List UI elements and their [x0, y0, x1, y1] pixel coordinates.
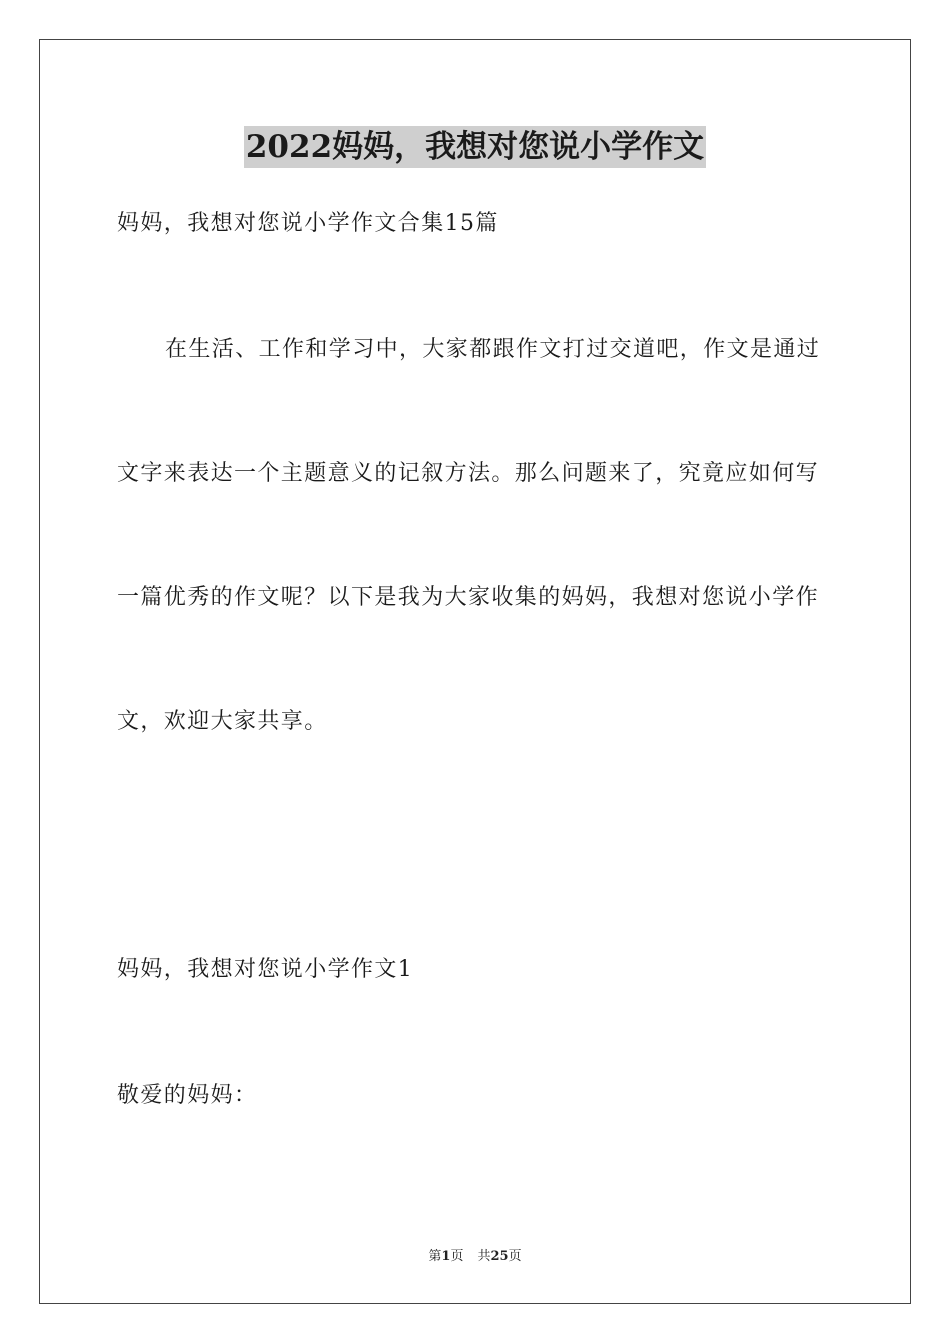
footer-page-prefix: 第 [428, 1249, 442, 1264]
footer-total-pages: 25 [490, 1249, 509, 1264]
salutation: 敬爱的妈妈： [117, 1083, 258, 1108]
intro-line-2: 文字来表达一个主题意义的记叙方法。那么问题来了，究竟应如何写 [117, 461, 820, 486]
intro-line-4: 文，欢迎大家共享。 [117, 709, 328, 734]
footer-page-number: 1 [441, 1249, 451, 1264]
document-title: 2022妈妈，我想对您说小学作文 [244, 126, 706, 168]
footer-total-prefix: 共 [477, 1249, 491, 1264]
document-subtitle: 妈妈，我想对您说小学作文合集15篇 [117, 211, 499, 236]
title-container [0, 126, 950, 168]
footer-total-suffix: 页 [508, 1249, 522, 1264]
intro-line-3: 一篇优秀的作文呢？以下是我为大家收集的妈妈，我想对您说小学作 [117, 585, 820, 610]
page-footer [0, 1248, 950, 1266]
footer-page-suffix: 页 [450, 1249, 464, 1264]
intro-line-1: 在生活、工作和学习中，大家都跟作文打过交道吧，作文是通过 [165, 337, 821, 362]
section-heading: 妈妈，我想对您说小学作文1 [117, 957, 414, 982]
